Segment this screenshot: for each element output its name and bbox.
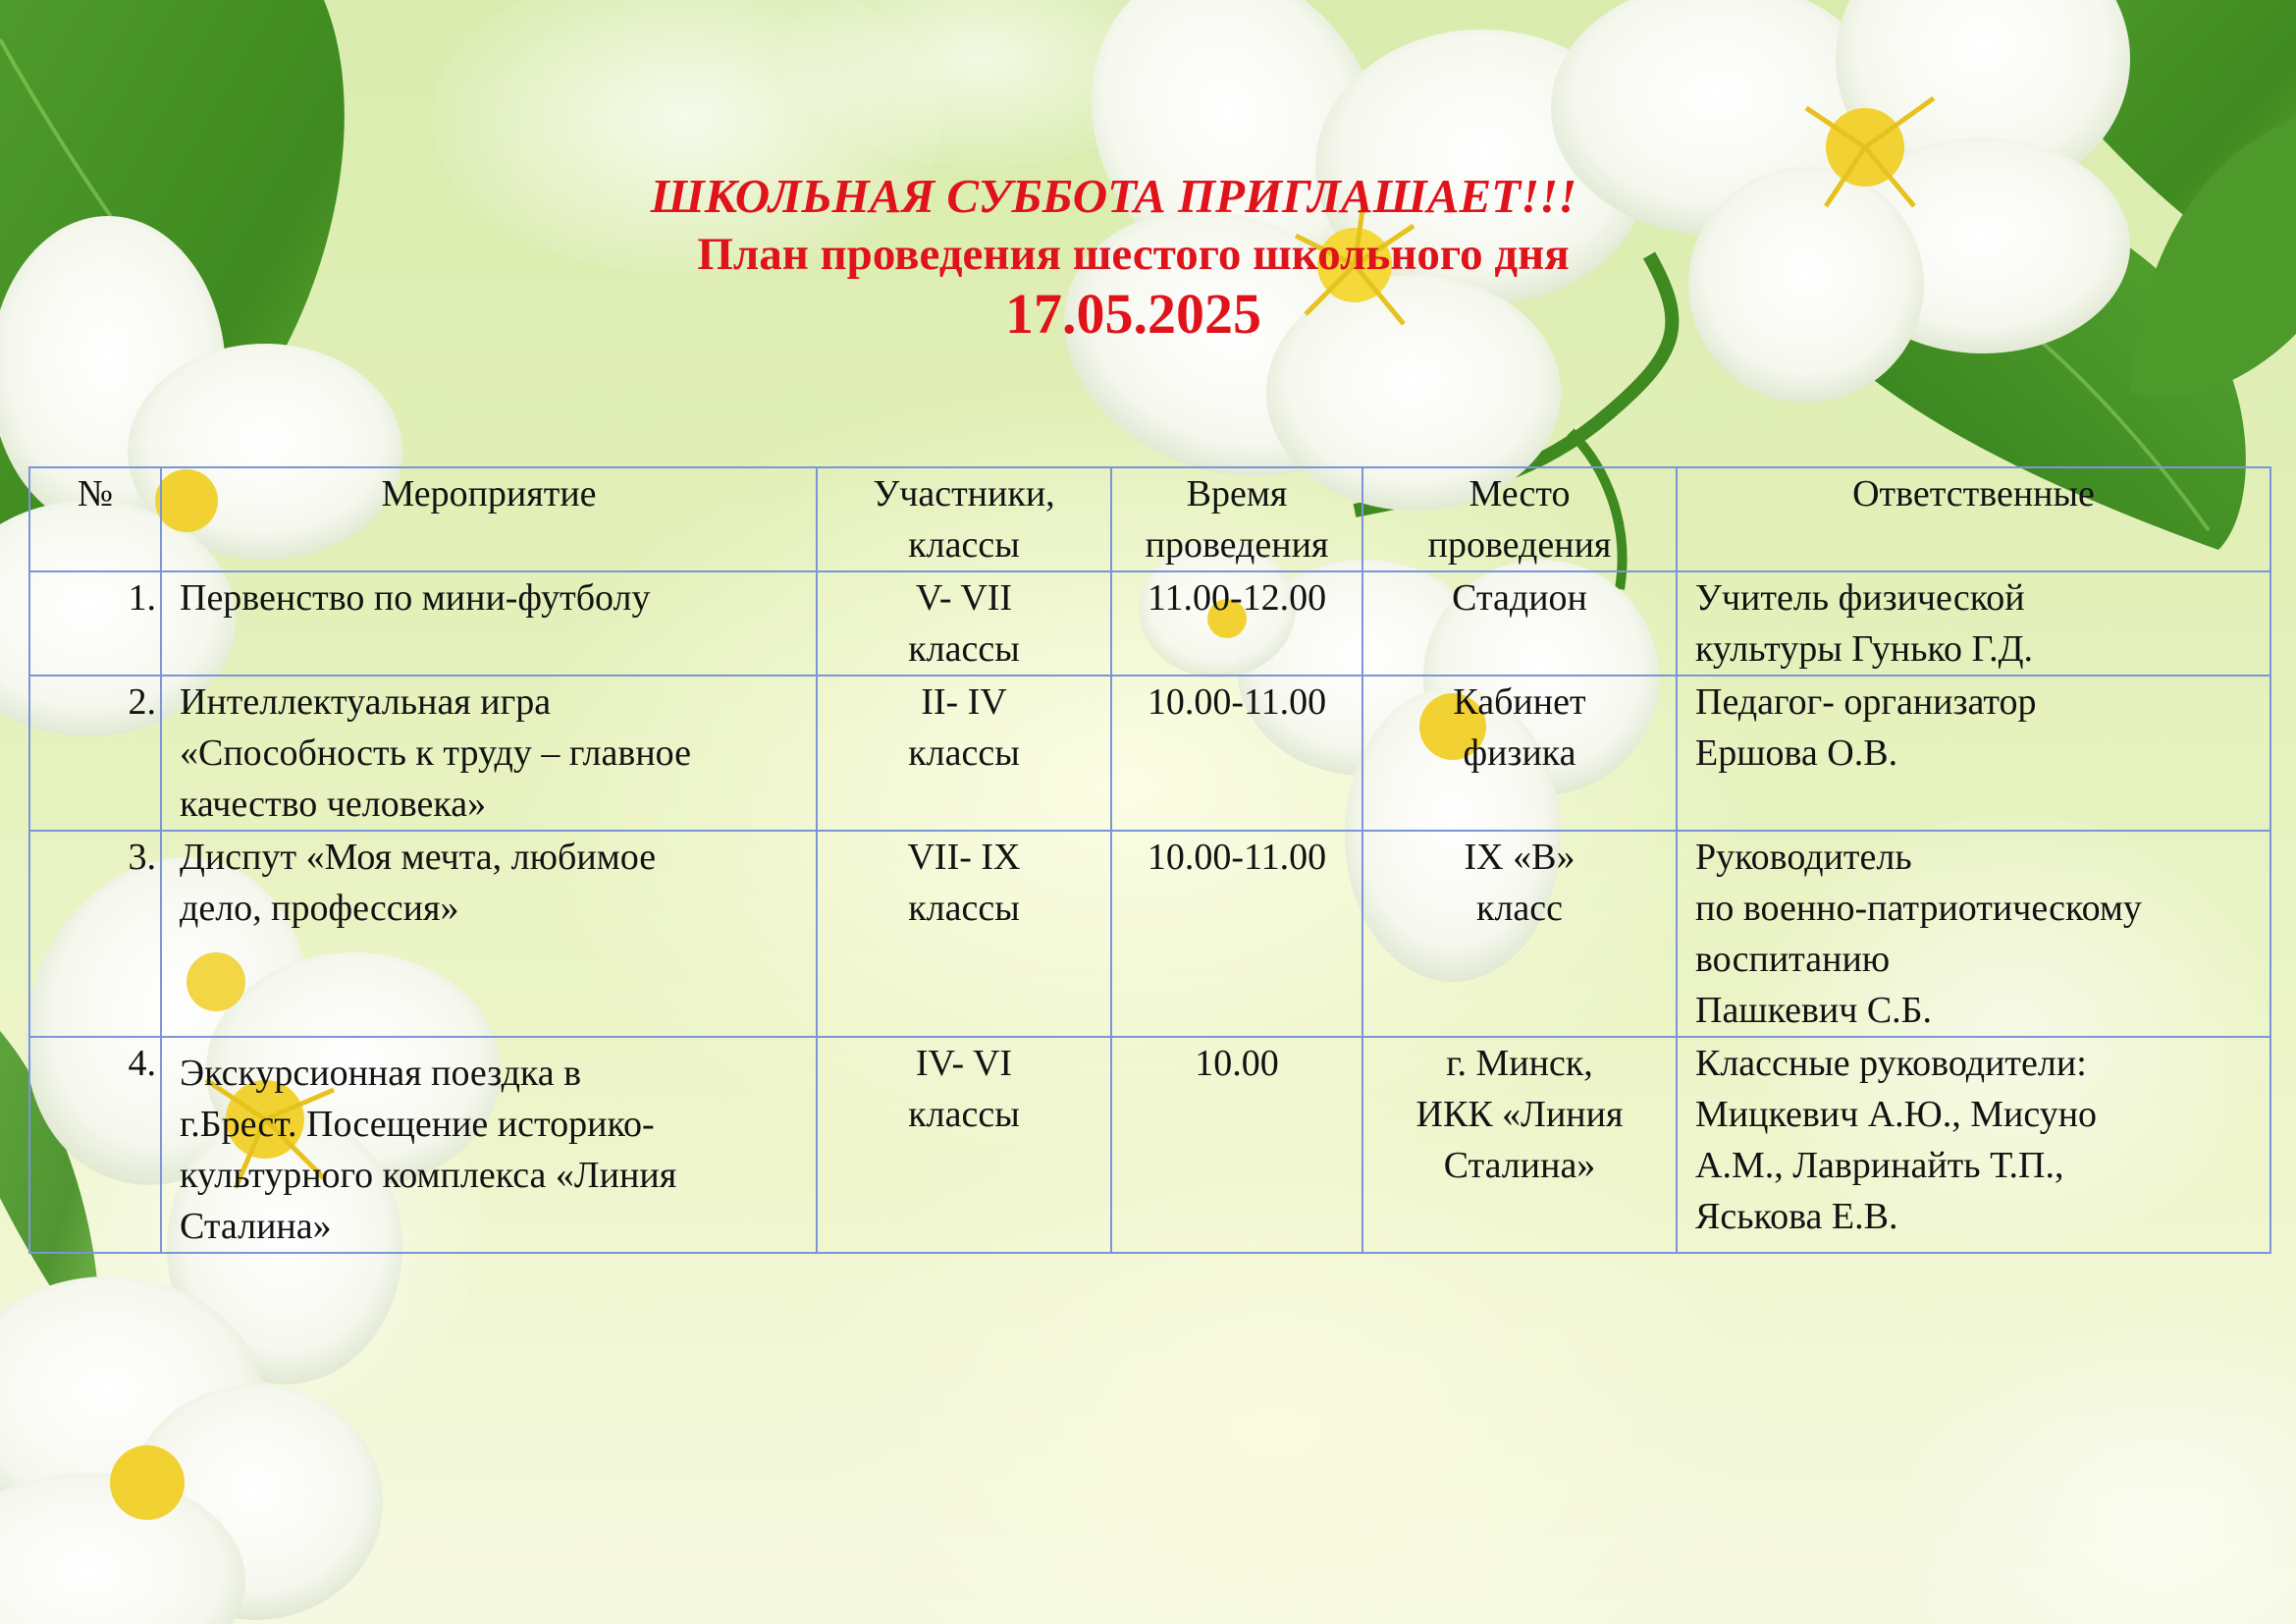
row-responsible: Учитель физической культуры Гунько Г.Д.	[1677, 571, 2270, 676]
row-number: 1.	[29, 571, 161, 676]
header-number: №	[29, 467, 161, 571]
row-event: Экскурсионная поездка в г.Брест. Посещение историко- культурного комплекса «Линия Сталина»	[161, 1037, 817, 1253]
schedule-table	[28, 466, 2271, 1254]
row-event: Диспут «Моя мечта, любимое дело, профессия»	[161, 831, 817, 1037]
table-row	[29, 831, 2270, 1037]
row-place: г. Минск, ИКК «Линия Сталина»	[1362, 1037, 1677, 1253]
header-event: Мероприятие	[161, 467, 817, 571]
header-responsible: Ответственные	[1677, 467, 2270, 571]
row-number: 2.	[29, 676, 161, 831]
event-date: 17.05.2025	[1005, 282, 1261, 346]
row-participants: II- IV классы	[817, 676, 1111, 831]
row-number: 4.	[29, 1037, 161, 1253]
row-place: IX «В» класс	[1362, 831, 1677, 1037]
header-participants: Участники, классы	[817, 467, 1111, 571]
row-participants: V- VII классы	[817, 571, 1111, 676]
row-event: Интеллектуальная игра «Способность к труду – главное качество человека»	[161, 676, 817, 831]
row-time: 10.00	[1111, 1037, 1362, 1253]
table-row	[29, 571, 2270, 676]
row-responsible: Руководитель по военно-патриотическому воспитанию Пашкевич С.Б.	[1677, 831, 2270, 1037]
row-number: 3.	[29, 831, 161, 1037]
header-time: Время проведения	[1111, 467, 1362, 571]
plan-subtitle: План проведения шестого школьного дня	[697, 229, 1570, 280]
row-time: 10.00-11.00	[1111, 831, 1362, 1037]
table-row	[29, 1037, 2270, 1253]
row-place: Кабинет физика	[1362, 676, 1677, 831]
row-responsible: Педагог- организатор Ершова О.В.	[1677, 676, 2270, 831]
row-responsible: Классные руководители: Мицкевич А.Ю., Мисуно А.М., Лавринайть Т.П., Яськова Е.В.	[1677, 1037, 2270, 1253]
row-time: 11.00-12.00	[1111, 571, 1362, 676]
event-title: ШКОЛЬНАЯ СУББОТА ПРИГЛАШАЕТ!!!	[650, 169, 1577, 223]
header-place: Место проведения	[1362, 467, 1677, 571]
row-participants: IV- VI классы	[817, 1037, 1111, 1253]
row-participants: VII- IX классы	[817, 831, 1111, 1037]
row-place: Стадион	[1362, 571, 1677, 676]
row-time: 10.00-11.00	[1111, 676, 1362, 831]
row-event: Первенство по мини-футболу	[161, 571, 817, 676]
table-header-row	[29, 467, 2270, 571]
table-row	[29, 676, 2270, 831]
page-title-block	[0, 167, 2296, 346]
